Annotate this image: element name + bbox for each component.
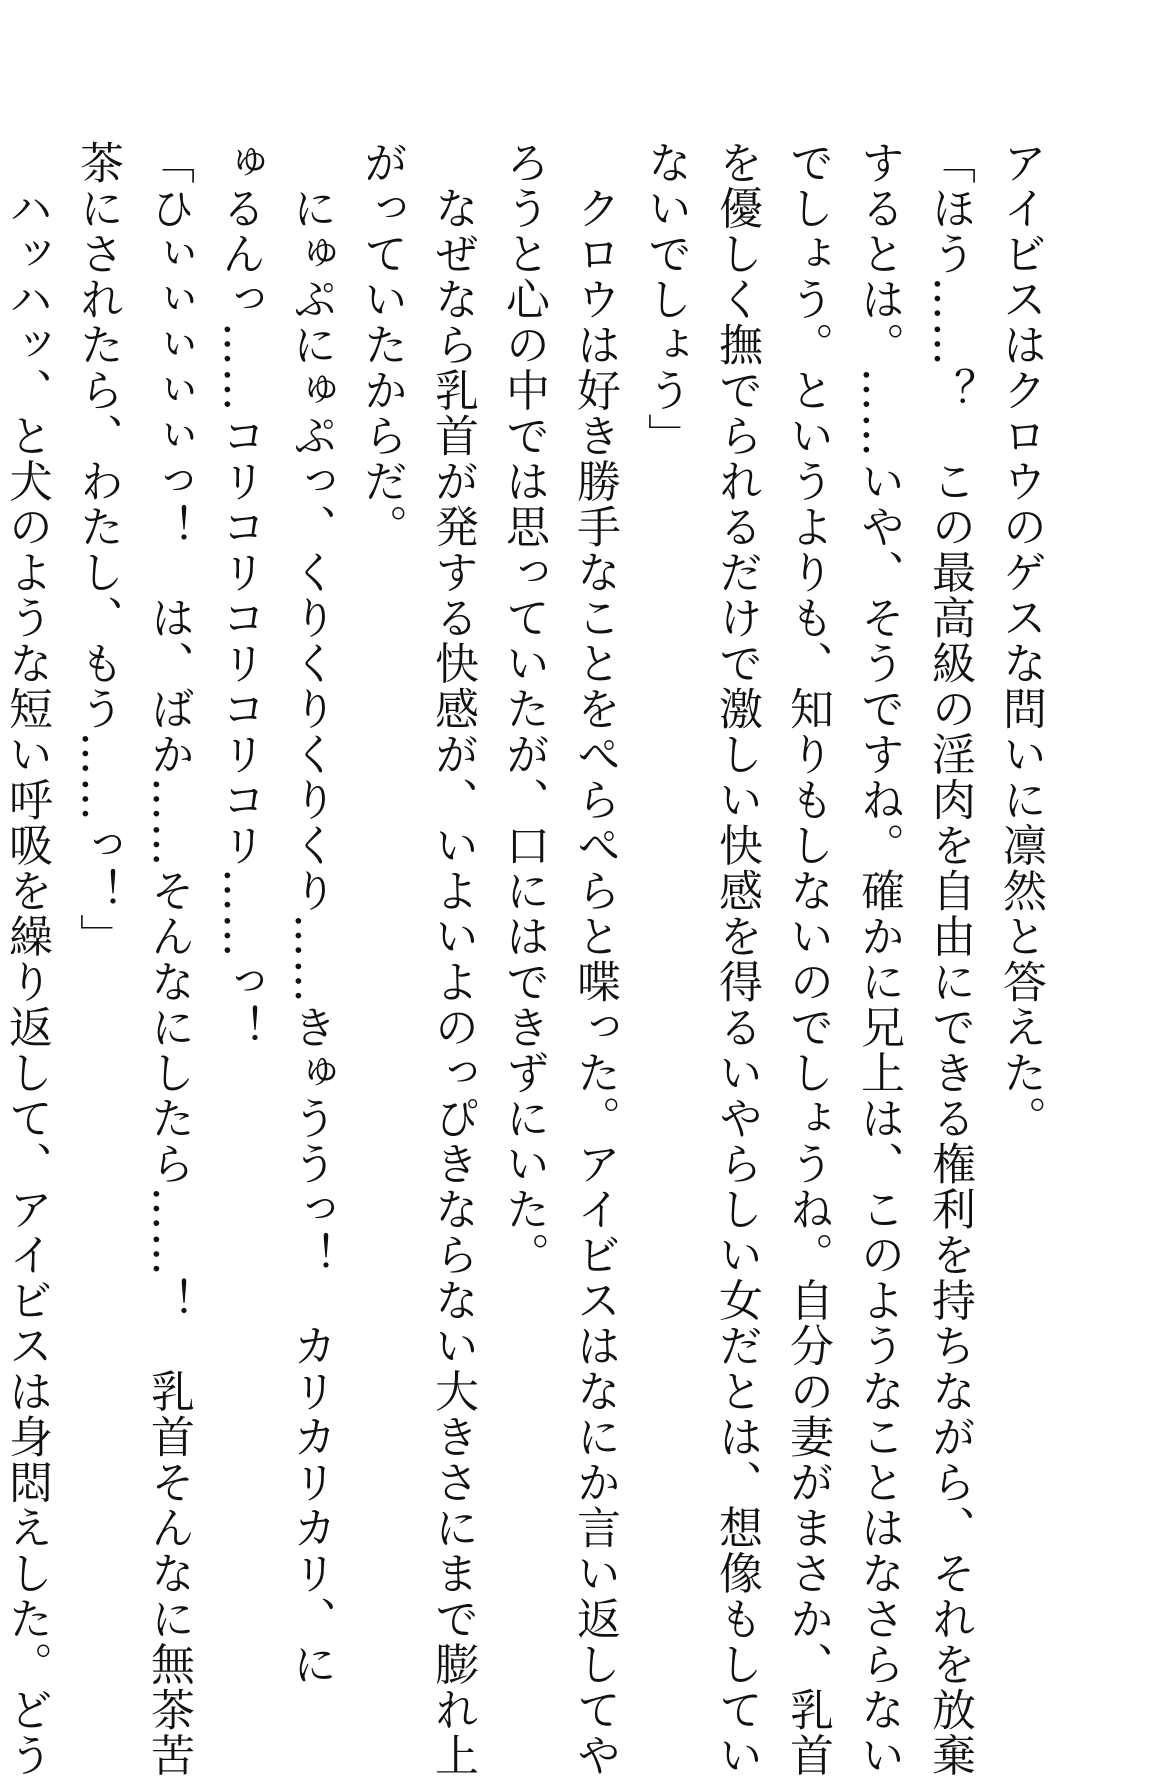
text-line: 「ひぃぃぃぃぃっ！ は、ばか……そんなにしたら……！ 乳首そんなに無茶苦 bbox=[143, 140, 194, 1778]
text-line: を優しく撫でられるだけで激しい快感を得るいやらしい女だとは、想像もしてい bbox=[711, 140, 762, 1778]
text-line: 「ほう……？ この最高級の淫肉を自由にできる権利を持ちながら、それを放棄 bbox=[924, 140, 975, 1778]
text-line: ゅるんっ……コリコリコリコリコリ……っ！ bbox=[214, 140, 265, 1050]
text-line: がっていたからだ。 bbox=[356, 140, 407, 550]
text-line: ハッハッ、と犬のような短い呼吸を繰り返して、アイビスは身悶えした。どう bbox=[1, 140, 52, 1778]
text-line: なぜなら乳首が発する快感が、いよいよのっぴきならない大きさにまで膨れ上 bbox=[427, 140, 478, 1778]
vertical-text-body bbox=[0, 140, 1056, 1778]
text-line: アイビスはクロウのゲスな問いに凛然と答えた。 bbox=[995, 140, 1046, 1141]
text-line: するとは。……いや、そうですね。確かに兄上は、このようなことはなさらない bbox=[853, 140, 904, 1778]
text-line: ろうと心の中では思っていたが、口にはできずにいた。 bbox=[498, 140, 549, 1278]
text-line: ないでしょう」 bbox=[640, 140, 691, 459]
text-line: 茶にされたら、わたし、もう……っ！」 bbox=[72, 140, 123, 959]
text-line: でしょう。というよりも、知りもしないのでしょうね。自分の妻がまさか、乳首 bbox=[782, 140, 833, 1778]
text-line: クロウは好き勝手なことをぺらぺらと喋った。アイビスはなにか言い返してや bbox=[569, 140, 620, 1778]
text-line: にゅぷにゅぷっ、くりくりくりくり……きゅううっ！ カリカリカリ、に bbox=[285, 140, 336, 1687]
